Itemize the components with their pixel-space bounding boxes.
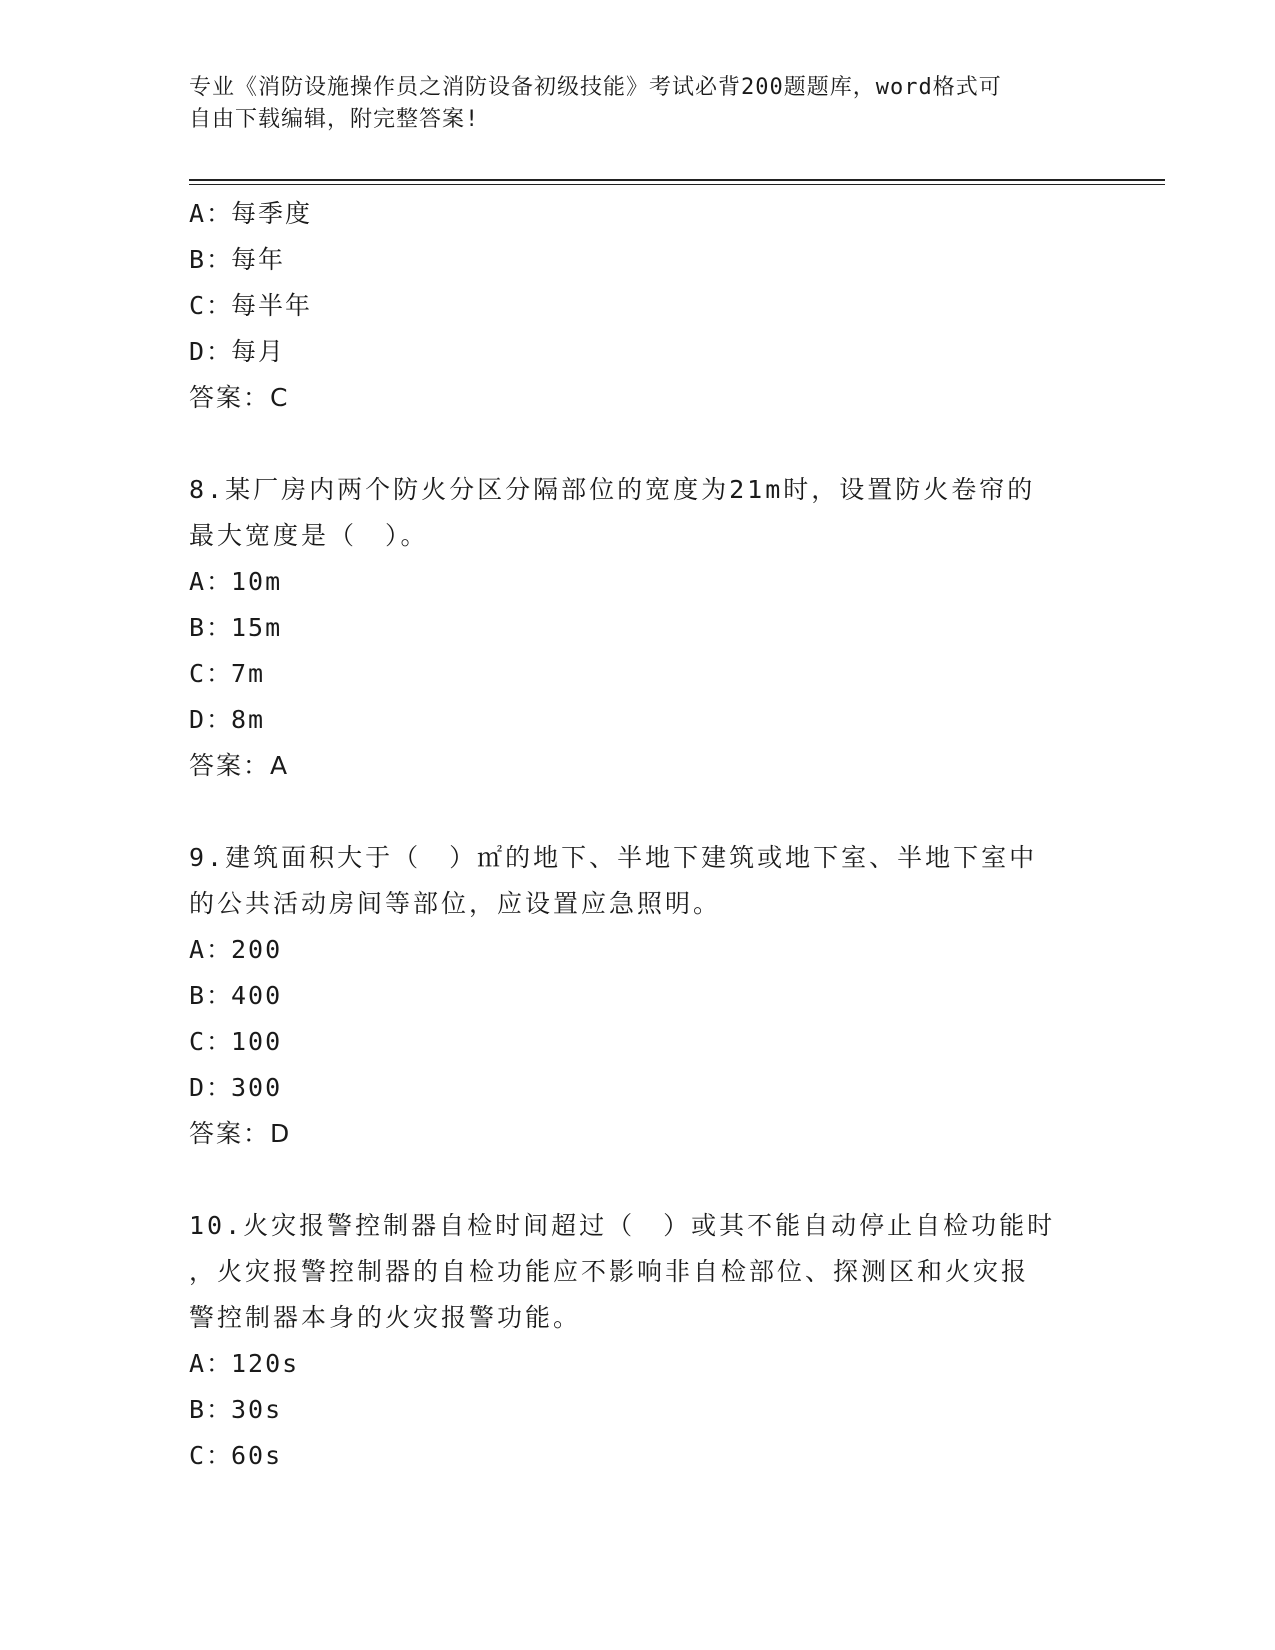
option-c: C：每半年: [189, 291, 313, 320]
question-stem: 10.火灾报警控制器自检时间超过（ ）或其不能自动停止自检功能时 ，火灾报警控制器的自检功能应不影响非自检部位、探测区和火灾报 警控制器本身的火灾报警功能。: [189, 1211, 1056, 1332]
header-divider: [189, 179, 1165, 181]
option-a: A：120s: [189, 1349, 300, 1378]
option-d: D：每月: [189, 337, 286, 366]
question-stem: 9.建筑面积大于（ ）㎡的地下、半地下建筑或地下室、半地下室中 的公共活动房间等部位，应设置应急照明。: [189, 843, 1038, 918]
option-c: C：100: [189, 1027, 283, 1056]
option-a: A：10m: [189, 567, 283, 596]
spacer: [189, 1157, 1089, 1203]
previous-question-options: [189, 191, 1089, 421]
answer-line: 答案：A: [189, 751, 290, 780]
answer-line: 答案：D: [189, 1119, 292, 1148]
option-b: B：400: [189, 981, 283, 1010]
header-title-line-2: 自由下载编辑，附完整答案!: [189, 107, 480, 132]
option-a: A：200: [189, 935, 283, 964]
option-d: D：8m: [189, 705, 266, 734]
question-9: [189, 835, 1089, 1157]
answer-line: 答案：C: [189, 383, 290, 412]
option-a: A：每季度: [189, 199, 313, 228]
option-c: C：7m: [189, 659, 266, 688]
question-list: [189, 191, 1089, 1479]
question-10: [189, 1203, 1089, 1479]
document-header: [189, 72, 1089, 136]
option-c: C：60s: [189, 1441, 283, 1470]
option-b: B：15m: [189, 613, 283, 642]
spacer: [189, 789, 1089, 835]
option-b: B：30s: [189, 1395, 283, 1424]
header-title-line-1: 专业《消防设施操作员之消防设备初级技能》考试必背200题题库，word格式可: [189, 75, 1002, 100]
header-divider-thin: [189, 184, 1165, 185]
spacer: [189, 421, 1089, 467]
question-stem: 8.某厂房内两个防火分区分隔部位的宽度为21m时，设置防火卷帘的 最大宽度是（ ）。: [189, 475, 1036, 550]
option-d: D：300: [189, 1073, 283, 1102]
question-8: [189, 467, 1089, 789]
option-b: B：每年: [189, 245, 286, 274]
